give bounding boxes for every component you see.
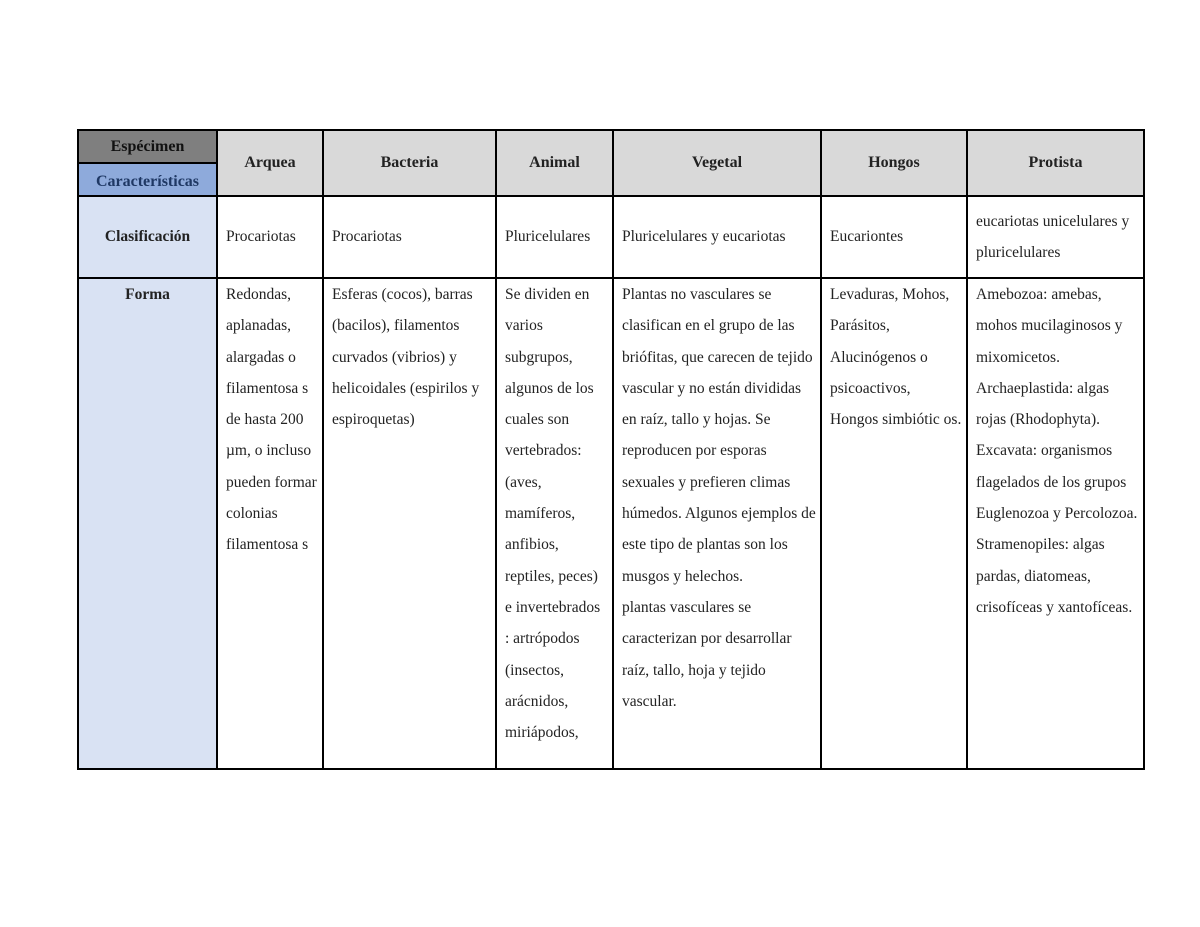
table-cell — [613, 278, 821, 769]
table-cell: Eucariontes — [821, 196, 967, 278]
table-cell: eucariotas unicelulares y pluricelulares — [967, 196, 1144, 278]
cell-text: Plantas no vasculares se clasifican en el grupo de las briófitas, que carecen de tejido vascular y no están divididas en raíz, tallo y hojas. Se reproducen por esporas sexuales y prefieren climas húmedos. Algunos ejemplos de este tipo de plantas son los musgos y helechos. plantas vasculares se caracterizan por desarrollar raíz, tallo, hoja y tejido vascular. — [622, 286, 816, 710]
cell-text: Amebozoa: amebas, mohos mucilaginosos y mixomicetos. Archaeplastida: algas rojas (Rhodophyta). Excavata: organismos flagelados de los grupos Euglenozoa y Percolozoa. Stramenopiles: algas pardas, diatomeas, crisofíceas y xantofíceas. — [976, 286, 1138, 616]
column-header-bacteria: Bacteria — [323, 130, 496, 196]
column-header-hongos: Hongos — [821, 130, 967, 196]
cell-text: Redondas, aplanadas, alargadas o filamentosa s de hasta 200 µm, o incluso pueden formar colonias filamentosa s — [226, 286, 321, 554]
column-header-animal: Animal — [496, 130, 613, 196]
corner-specimen-label: Espécimen — [79, 131, 216, 164]
corner-characteristics-label: Características — [79, 164, 216, 195]
table-cell: Procariotas — [217, 196, 323, 278]
cell-text: Esferas (cocos), barras (bacilos), filamentos curvados (vibrios) y helicoidales (espirilos y espiroquetas) — [332, 286, 484, 429]
table-cell: Pluricelulares y eucariotas — [613, 196, 821, 278]
table-cell — [217, 278, 323, 769]
table-row-clasificacion — [78, 196, 1144, 278]
table-cell: Procariotas — [323, 196, 496, 278]
row-header-clasificacion: Clasificación — [78, 196, 217, 278]
column-header-arquea: Arquea — [217, 130, 323, 196]
comparison-table — [77, 129, 1145, 770]
table-cell — [496, 278, 613, 769]
header-row — [78, 130, 1144, 196]
row-header-forma: Forma — [78, 278, 217, 769]
table-row-forma — [78, 278, 1144, 769]
table-cell — [821, 278, 967, 769]
column-header-protista: Protista — [967, 130, 1144, 196]
cell-text: Levaduras, Mohos, Parásitos, Alucinógenos o psicoactivos, Hongos simbiótic os. — [830, 286, 962, 429]
table-cell — [967, 278, 1144, 769]
column-header-vegetal: Vegetal — [613, 130, 821, 196]
table-cell: Pluricelulares — [496, 196, 613, 278]
corner-cell — [78, 130, 217, 196]
table-cell — [323, 278, 496, 769]
cell-text: Se dividen en varios subgrupos, algunos de los cuales son vertebrados: (aves, mamíferos, anfibios, reptiles, peces) e invertebrados : artrópodos (insectos, arácnidos, miriápodos, — [505, 286, 604, 742]
